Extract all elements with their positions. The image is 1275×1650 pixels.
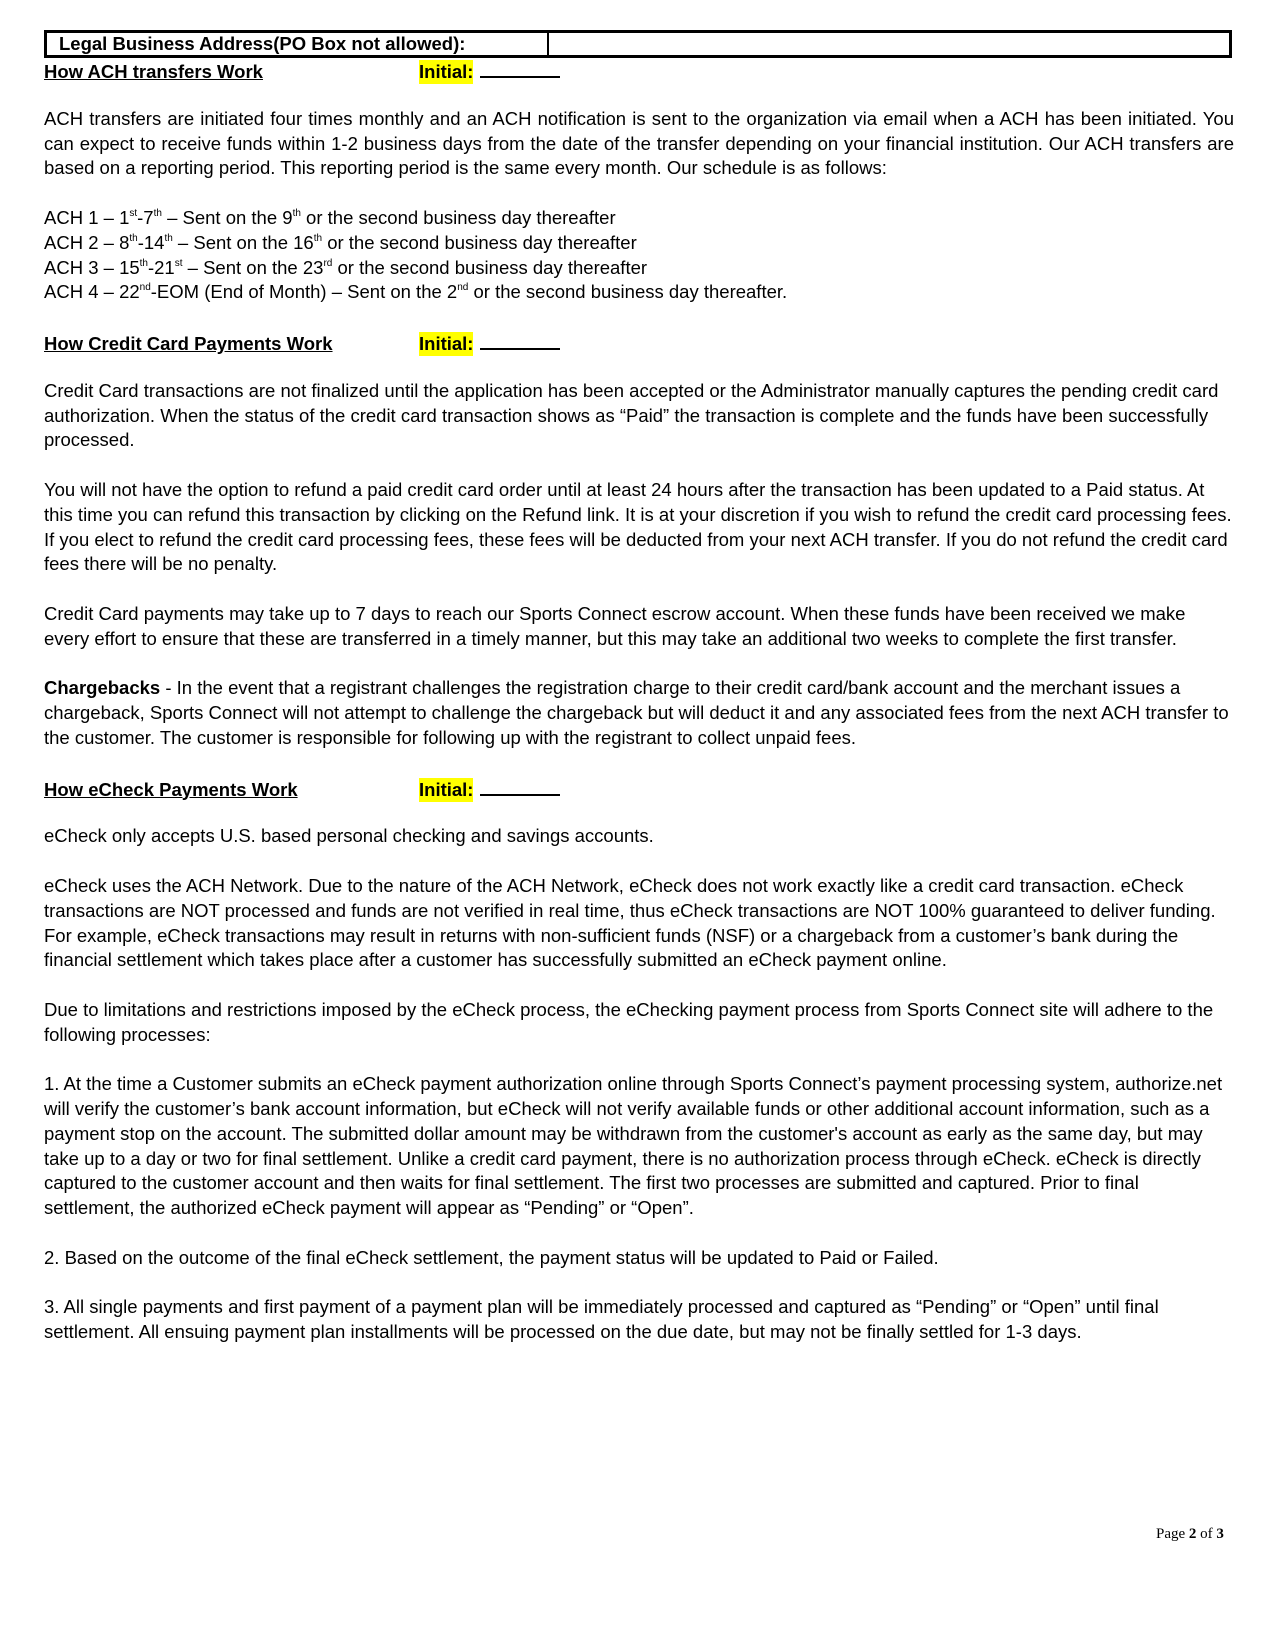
address-label: Legal Business Address(PO Box not allowed): [47, 33, 549, 55]
chargebacks-paragraph [44, 676, 1234, 750]
echeck-item-1: 1. At the time a Customer submits an eCheck payment authorization online through Sports Connect’s payment processing system, authorize.net will verify the customer’s bank account information, but eCheck will not verify available funds or other additional account information, such as a payment stop on the account. The submitted dollar amount may be withdrawn from the customer's account as early as the same day, but may take up to a day or two for final settlement. Unlike a credit card payment, there is no authorization process through eCheck. eCheck is directly captured to the customer account and then waits for final settlement. The first two processes are submitted and captured. Prior to final settlement, the authorized eCheck payment will appear as “Pending” or “Open”. [44, 1073, 1223, 1219]
chargebacks-label: Chargebacks [44, 677, 161, 699]
credit-initial-field[interactable] [480, 330, 560, 350]
ach-schedule-item: ACH 4 – 22nd-EOM (End of Month) – Sent on the 2nd or the second business day thereafter. [44, 281, 788, 303]
echeck-initial-label: Initial: [419, 778, 474, 800]
credit-paragraph-1: Credit Card transactions are not finalized until the application has been accepted or the Administrator manually captures the pending credit card authorization. When the status of the credit card transaction shows as “Paid” the transaction is complete and the funds have been successfully processed. [44, 379, 1219, 451]
echeck-paragraph-2: eCheck uses the ACH Network. Due to the nature of the ACH Network, eCheck does not work exactly like a credit card transaction. eCheck transactions are NOT processed and funds are not verified in real time, thus eCheck transactions are NOT 100% guaranteed to deliver funding. For example, eCheck transactions may result in returns with non-sufficient funds (NSF) or a chargeback from a customer’s bank during the financial settlement which takes place after a customer has successfully submitted an eCheck payment online. [44, 874, 1216, 971]
credit-paragraph-3: Credit Card payments may take up to 7 days to reach our Sports Connect escrow account. When these funds have been received we make every effort to ensure that these are transferred in a timely manner, but this may take an additional two weeks to complete the first transfer. [44, 602, 1186, 649]
credit-heading [44, 330, 1234, 354]
ach-schedule-item: ACH 3 – 15th-21st – Sent on the 23rd or the second business day thereafter [44, 256, 648, 278]
document-page [44, 30, 1234, 1345]
ach-schedule-item: ACH 2 – 8th-14th – Sent on the 16th or the second business day thereafter [44, 231, 637, 253]
chargebacks-text: - In the event that a registrant challenges the registration charge to their credit card/bank account and the merchant issues a chargeback, Sports Connect will not attempt to challenge the chargeback but will deduct it and any associated fees from the next ACH transfer to the customer. The customer is responsible for following up with the registrant to collect unpaid fees. [44, 677, 1229, 748]
ach-initial-field[interactable] [480, 58, 560, 78]
ach-heading [44, 58, 1234, 82]
echeck-paragraph-1: eCheck only accepts U.S. based personal checking and savings accounts. [44, 825, 654, 847]
ach-schedule-item: ACH 1 – 1st-7th – Sent on the 9th or the second business day thereafter [44, 206, 616, 228]
ach-title: How ACH transfers Work [44, 61, 263, 82]
echeck-paragraph-3: Due to limitations and restrictions imposed by the eCheck process, the eChecking payment process from Sports Connect site will adhere to the following processes: [44, 998, 1214, 1045]
echeck-initial-field[interactable] [480, 776, 560, 796]
page-number: Page 2 of 3 [1156, 1526, 1224, 1542]
ach-intro: ACH transfers are initiated four times monthly and an ACH notification is sent to the organization via email when a ACH has been initiated. You can expect to receive funds within 1-2 business days from the date of the transfer depending on your financial institution. Our ACH transfers are based on a reporting period. This reporting period is the same every month. Our schedule is as follows: [44, 107, 1234, 179]
ach-schedule [44, 206, 1234, 305]
echeck-item-3: 3. All single payments and first payment of a payment plan will be immediately processed and captured as “Pending” or “Open” until final settlement. All ensuing payment plan installments will be processed on the due date, but may not be finally settled for 1-3 days. [44, 1296, 1159, 1343]
credit-title: How Credit Card Payments Work [44, 332, 333, 354]
credit-initial-label: Initial: [419, 332, 474, 354]
echeck-heading [44, 776, 1234, 800]
address-field[interactable] [549, 33, 1229, 55]
credit-paragraph-2: You will not have the option to refund a paid credit card order until at least 24 hours after the transaction has been updated to a Paid status. At this time you can refund this transaction by clicking on the Refund link. It is at your discretion if you wish to refund the credit card processing fees. If you elect to refund the credit card processing fees, these fees will be deducted from your next ACH transfer. If you do not refund the credit card fees there will be no penalty. [44, 478, 1232, 575]
ach-initial-label: Initial: [419, 61, 474, 82]
echeck-title: How eCheck Payments Work [44, 778, 298, 800]
echeck-item-2: 2. Based on the outcome of the final eCheck settlement, the payment status will be updated to Paid or Failed. [44, 1246, 939, 1268]
address-table [44, 30, 1232, 58]
